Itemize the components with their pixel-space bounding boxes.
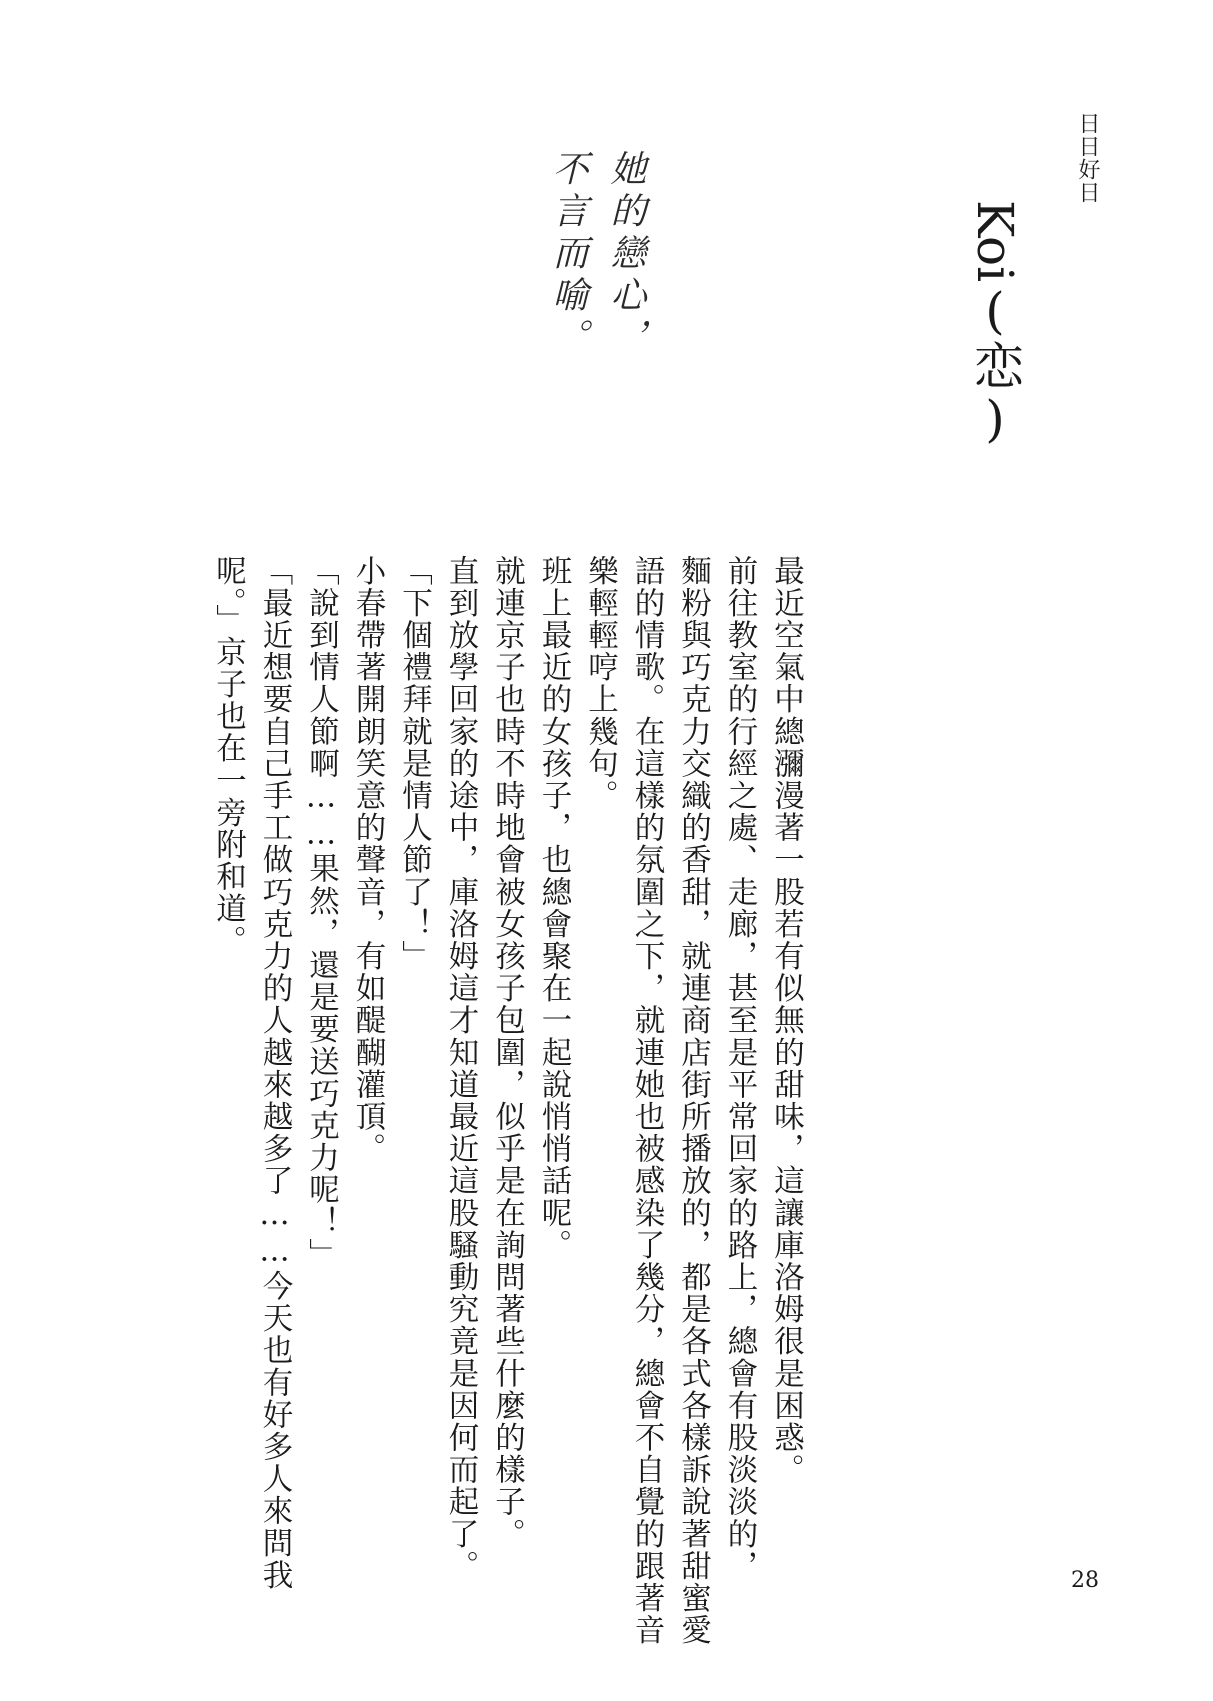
paragraph: 「下個禮拜就是情人節了！」 — [396, 555, 432, 973]
epigraph-line: 她的戀心， — [605, 150, 646, 360]
chapter-title-cjk: (恋) — [966, 282, 1024, 449]
paragraph: 小春帶著開朗笑意的聲音，有如醍醐灌頂。 — [350, 555, 385, 1165]
paragraph: 「最近想要自己手工做巧克力的人越來越多了……今天也有好多人來問我 — [257, 555, 292, 1592]
body-text — [204, 555, 809, 1647]
paragraph: 樂輕輕哼上幾句。 — [582, 555, 618, 812]
paragraph: 「說到情人節啊……果然，還是要送巧克力呢！」 — [303, 555, 339, 1271]
paragraph: 語的情歌。在這樣的氛圍之下，就連她也被感染了幾分，總會不自覺的跟著音 — [629, 555, 664, 1647]
running-head: 日日好日 — [1075, 112, 1100, 204]
page-number: 28 — [1071, 1568, 1099, 1593]
paragraph: 班上最近的女孩子，也總會聚在一起說悄悄話呢。 — [536, 555, 571, 1262]
paragraph: 直到放學回家的途中，庫洛姆這才知道最近這股騷動究竟是因何而起了。 — [443, 555, 478, 1583]
paragraph: 就連京子也時不時地會被女孩子包圍，似乎是在詢問著些什麼的樣子。 — [489, 555, 525, 1551]
epigraph-line: 不言而喻。 — [547, 150, 588, 360]
paragraph: 麵粉與巧克力交織的香甜，就連商店街所播放的，都是各式各樣訴說著甜蜜愛 — [675, 555, 711, 1647]
paragraph: 呢。」京子也在一旁附和道。 — [210, 555, 246, 958]
chapter-title-latin: Koi — [966, 200, 1024, 283]
handwritten-epigraph — [538, 150, 654, 490]
paragraph: 前往教室的行經之處、走廊，甚至是平常回家的路上，總會有股淡淡的， — [722, 555, 757, 1583]
paragraph: 最近空氣中總瀰漫著一股若有似無的甜味，這讓庫洛姆很是困惑。 — [768, 555, 804, 1486]
chapter-title — [965, 200, 1025, 448]
